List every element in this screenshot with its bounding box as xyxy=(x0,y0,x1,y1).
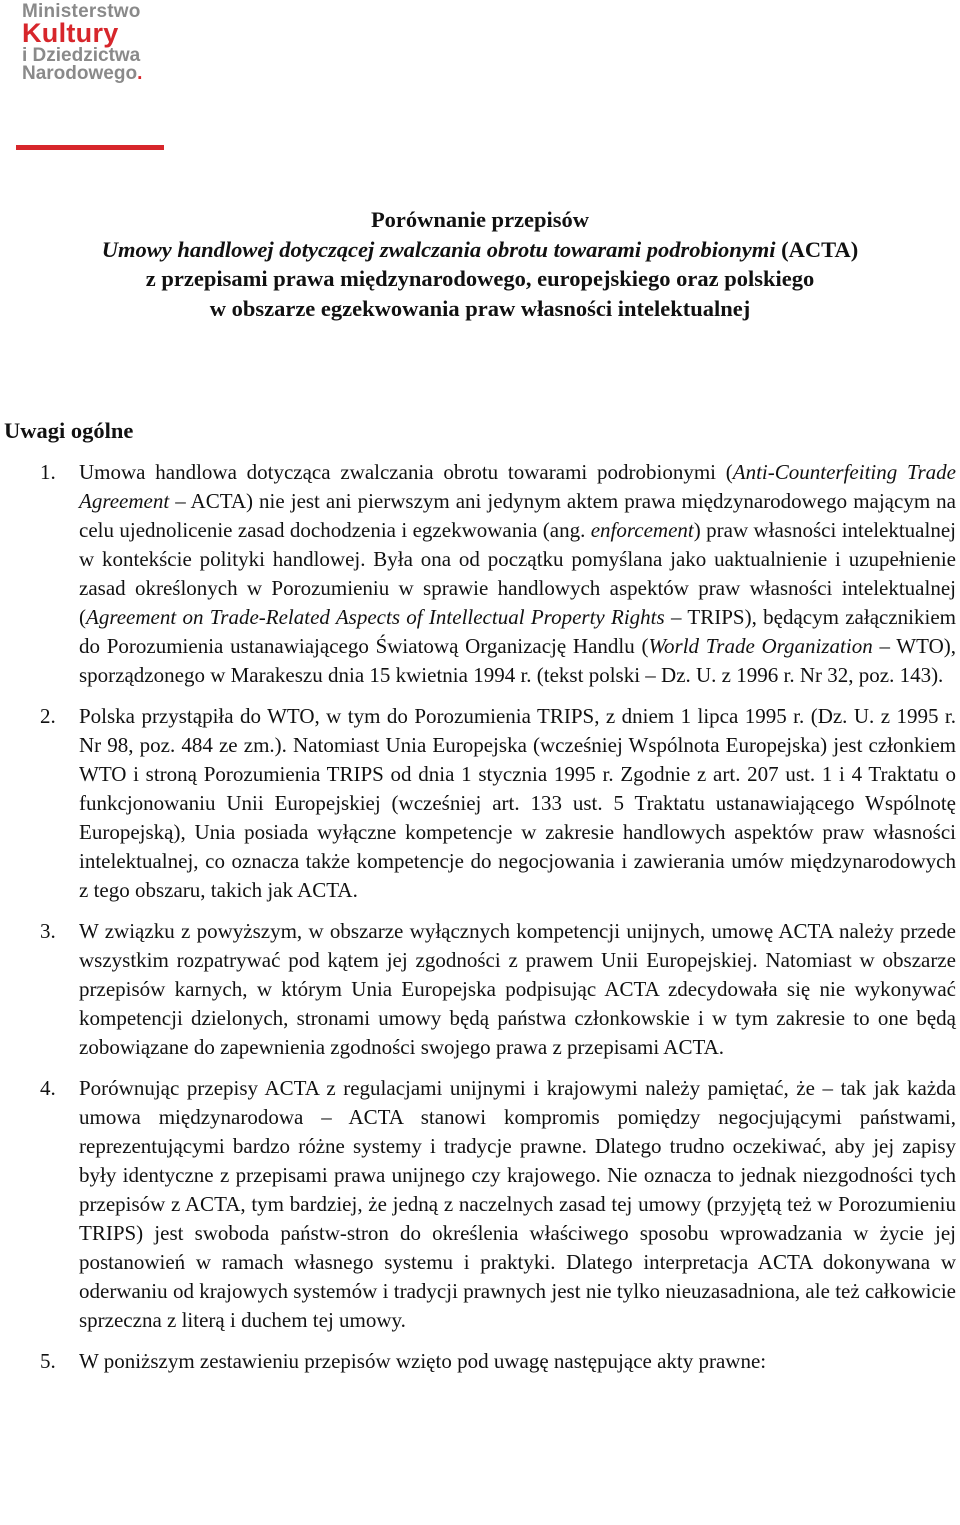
list-item-number: 5. xyxy=(40,1349,56,1373)
list-item-3 xyxy=(40,917,956,1062)
section-heading: Uwagi ogólne xyxy=(4,418,134,443)
list-item-number: 2. xyxy=(40,704,56,728)
logo-line-ministerstwo: Ministerstwo xyxy=(22,1,141,22)
logo-narodowego-text: Narodowego xyxy=(22,63,138,84)
list-item-2 xyxy=(40,702,956,905)
logo-line-narodowego xyxy=(22,64,142,83)
title-line-2-italic: Umowy handlowej dotyczącej zwalczania obrotu towarami podrobionymi xyxy=(101,236,776,262)
list-item-4 xyxy=(40,1074,956,1335)
document-title xyxy=(0,205,960,323)
title-line-2 xyxy=(0,235,960,265)
list-item-1 xyxy=(40,458,956,690)
logo-dot: . xyxy=(137,63,143,84)
text-segment: – TRIPS), będącym załącznikiem do Porozumienia ustanawiającego Światową Organizację Handlu ( xyxy=(79,605,956,658)
list-item-text: W poniższym zestawieniu przepisów wzięto pod uwagę następujące akty prawne: xyxy=(79,1349,767,1373)
logo-line-dziedzictwa: i Dziedzictwa xyxy=(22,45,141,66)
title-line-2-tail: (ACTA) xyxy=(775,236,859,262)
list-item-number: 3. xyxy=(40,919,56,943)
title-line-1: Porównanie przepisów xyxy=(370,207,590,232)
list-item-text: Porównując przepisy ACTA z regulacjami unijnymi i krajowymi należy pamiętać, że – tak jak każda umowa międzynarodowa – ACTA stanowi kompromis pomiędzy negocjującymi państwami, reprezentującymi bardzo różne systemy i tradycje prawne. Dlatego trudno oczekiwać, aby jej zapisy były identyczne z przepisami prawa unijnego czy krajowego. Nie oznacza to jednak niezgodności tych przepisów z ACTA, tym bardziej, że jedną z naczelnych zasad tej umowy (przyjętą też w Porozumieniu TRIPS) jest swoboda państw-stron do określenia właściwego sposobu wprowadzania w życie jej postanowień w ramach własnego systemu i praktyki. Dlatego interpretacja ACTA dokonywana w oderwaniu od krajowych systemów i tradycji prawnych jest nie tylko nieuzasadniona, ale też całkowicie sprzeczna z literą i duchem tej umowy. xyxy=(79,1076,956,1332)
text-segment-italic: World Trade Organization xyxy=(648,634,873,658)
list-item-text xyxy=(79,458,956,690)
ministry-logo xyxy=(22,2,142,83)
text-segment-italic: Anti-Counterfeiting Trade Agreement xyxy=(79,460,957,513)
text-segment: ) praw własności intelektualnej w kontekście polityki handlowej. Była ona od początku pomyślana jako uaktualnienie i uzupełnienie zasad określonych w Porozumieniu w sprawie handlowych aspektów praw własności intelektualnej ( xyxy=(79,518,956,629)
logo-line-kultury: Kultury xyxy=(22,18,119,48)
list-item-text: W związku z powyższym, w obszarze wyłącznych kompetencji unijnych, umowę ACTA należy przede wszystkim rozpatrywać pod kątem jej zgodności z prawem Unii Europejskiej. Natomiast w obszarze przepisów karnych, w którym Unia Europejska podpisując ACTA zdecydowała się nie wykonywać kompetencji dzielonych, stronami umowy będą państwa członkowskie i w tym zakresie to one będą zobowiązane do zapewnienia zgodności swojego prawa z przepisami ACTA. xyxy=(79,919,956,1059)
list-item-number: 4. xyxy=(40,1076,56,1100)
text-segment-italic: Agreement on Trade-Related Aspects of Intellectual Property Rights xyxy=(86,605,665,629)
general-remarks-list xyxy=(40,458,956,1376)
title-line-3: z przepisami prawa międzynarodowego, europejskiego oraz polskiego xyxy=(145,266,815,291)
list-item-number: 1. xyxy=(40,460,56,484)
list-item-text: Polska przystąpiła do WTO, w tym do Porozumienia TRIPS, z dniem 1 lipca 1995 r. (Dz. U. z 1995 r. Nr 98, poz. 484 ze zm.). Natomiast Unia Europejska (wcześniej Wspólnota Europejska) jest członkiem WTO i stroną Porozumienia TRIPS od dnia 1 stycznia 1995 r. Zgodnie z art. 207 ust. 1 i 4 Traktatu o funkcjonowaniu Unii Europejskiej (wcześniej art. 133 ust. 5 Traktatu ustanawiającego Wspólnotę Europejską), Unia posiada wyłączne kompetencje w zakresie handlowych aspektów praw własności intelektualnej, co oznacza także kompetencje do negocjowania i zawierania umów międzynarodowych z tego obszaru, takich jak ACTA. xyxy=(79,704,956,902)
text-segment: – ACTA) nie jest ani pierwszym ani jedynym aktem prawa międzynarodowego mającym na celu ujednolicenie zasad dochodzenia i egzekwowania (ang. xyxy=(79,489,956,542)
list-item-5 xyxy=(40,1347,956,1376)
text-segment-italic: enforcement xyxy=(590,518,694,542)
title-line-4: w obszarze egzekwowania praw własności intelektualnej xyxy=(209,295,751,321)
text-segment: – WTO), sporządzonego w Marakeszu dnia 15 kwietnia 1994 r. (tekst polski – Dz. U. z 1996 r. Nr 32, poz. 143). xyxy=(79,634,956,687)
logo-red-bar xyxy=(16,145,164,150)
text-segment: Umowa handlowa dotycząca zwalczania obrotu towarami podrobionymi ( xyxy=(79,460,733,484)
